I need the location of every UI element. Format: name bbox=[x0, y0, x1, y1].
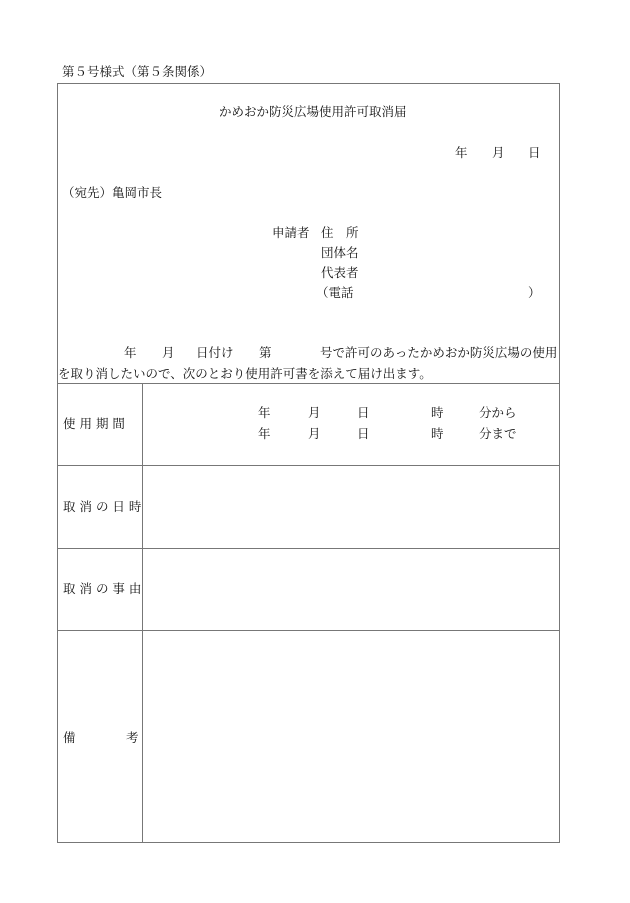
date-day: 日 bbox=[528, 145, 541, 160]
period-from-year: 年 bbox=[258, 405, 271, 420]
row-label-remarks-left: 備 bbox=[63, 730, 76, 745]
statement-day: 日付け bbox=[196, 345, 234, 360]
applicant-representative-label: 代表者 bbox=[321, 265, 359, 280]
table-divider bbox=[57, 383, 559, 384]
table-divider bbox=[57, 630, 559, 631]
period-to-hour: 時 bbox=[431, 426, 444, 441]
statement-line2: を取り消したいので、次のとおり使用許可書を添えて届け出ます。 bbox=[58, 366, 432, 381]
table-divider bbox=[57, 548, 559, 549]
period-to-month: 月 bbox=[308, 426, 321, 441]
period-from-month: 月 bbox=[308, 405, 321, 420]
addressee: （宛先）亀岡市長 bbox=[62, 185, 163, 200]
applicant-address-label: 住 所 bbox=[321, 225, 359, 240]
row-label-remarks-right: 考 bbox=[126, 730, 139, 745]
row-label-usage-period: 使 用 期 間 bbox=[63, 416, 125, 431]
form-number: 第５号様式（第５条関係） bbox=[62, 64, 213, 79]
statement-month: 月 bbox=[162, 345, 175, 360]
row-label-cancel-reason: 取 消 の 事 由 bbox=[63, 581, 142, 596]
period-from-day: 日 bbox=[357, 405, 370, 420]
applicant-phone-close: ） bbox=[528, 285, 541, 300]
table-column-divider bbox=[142, 383, 143, 842]
period-to-year: 年 bbox=[258, 426, 271, 441]
period-from-hour: 時 bbox=[431, 405, 444, 420]
row-label-cancel-datetime: 取 消 の 日 時 bbox=[63, 499, 142, 514]
period-from-minute: 分から bbox=[479, 405, 517, 420]
applicant-label: 申請者 bbox=[272, 225, 310, 240]
applicant-phone-label: （電話 bbox=[316, 285, 354, 300]
applicant-organization-label: 団体名 bbox=[321, 245, 359, 260]
statement-number-prefix: 第 bbox=[259, 345, 272, 360]
period-to-minute: 分まで bbox=[479, 426, 517, 441]
statement-line1: 号で許可のあったかめおか防災広場の使用 bbox=[320, 345, 558, 360]
date-year: 年 bbox=[455, 145, 468, 160]
table-divider bbox=[57, 465, 559, 466]
form-title: かめおか防災広場使用許可取消届 bbox=[219, 104, 407, 119]
period-to-day: 日 bbox=[357, 426, 370, 441]
statement-year: 年 bbox=[124, 345, 137, 360]
date-month: 月 bbox=[492, 145, 505, 160]
